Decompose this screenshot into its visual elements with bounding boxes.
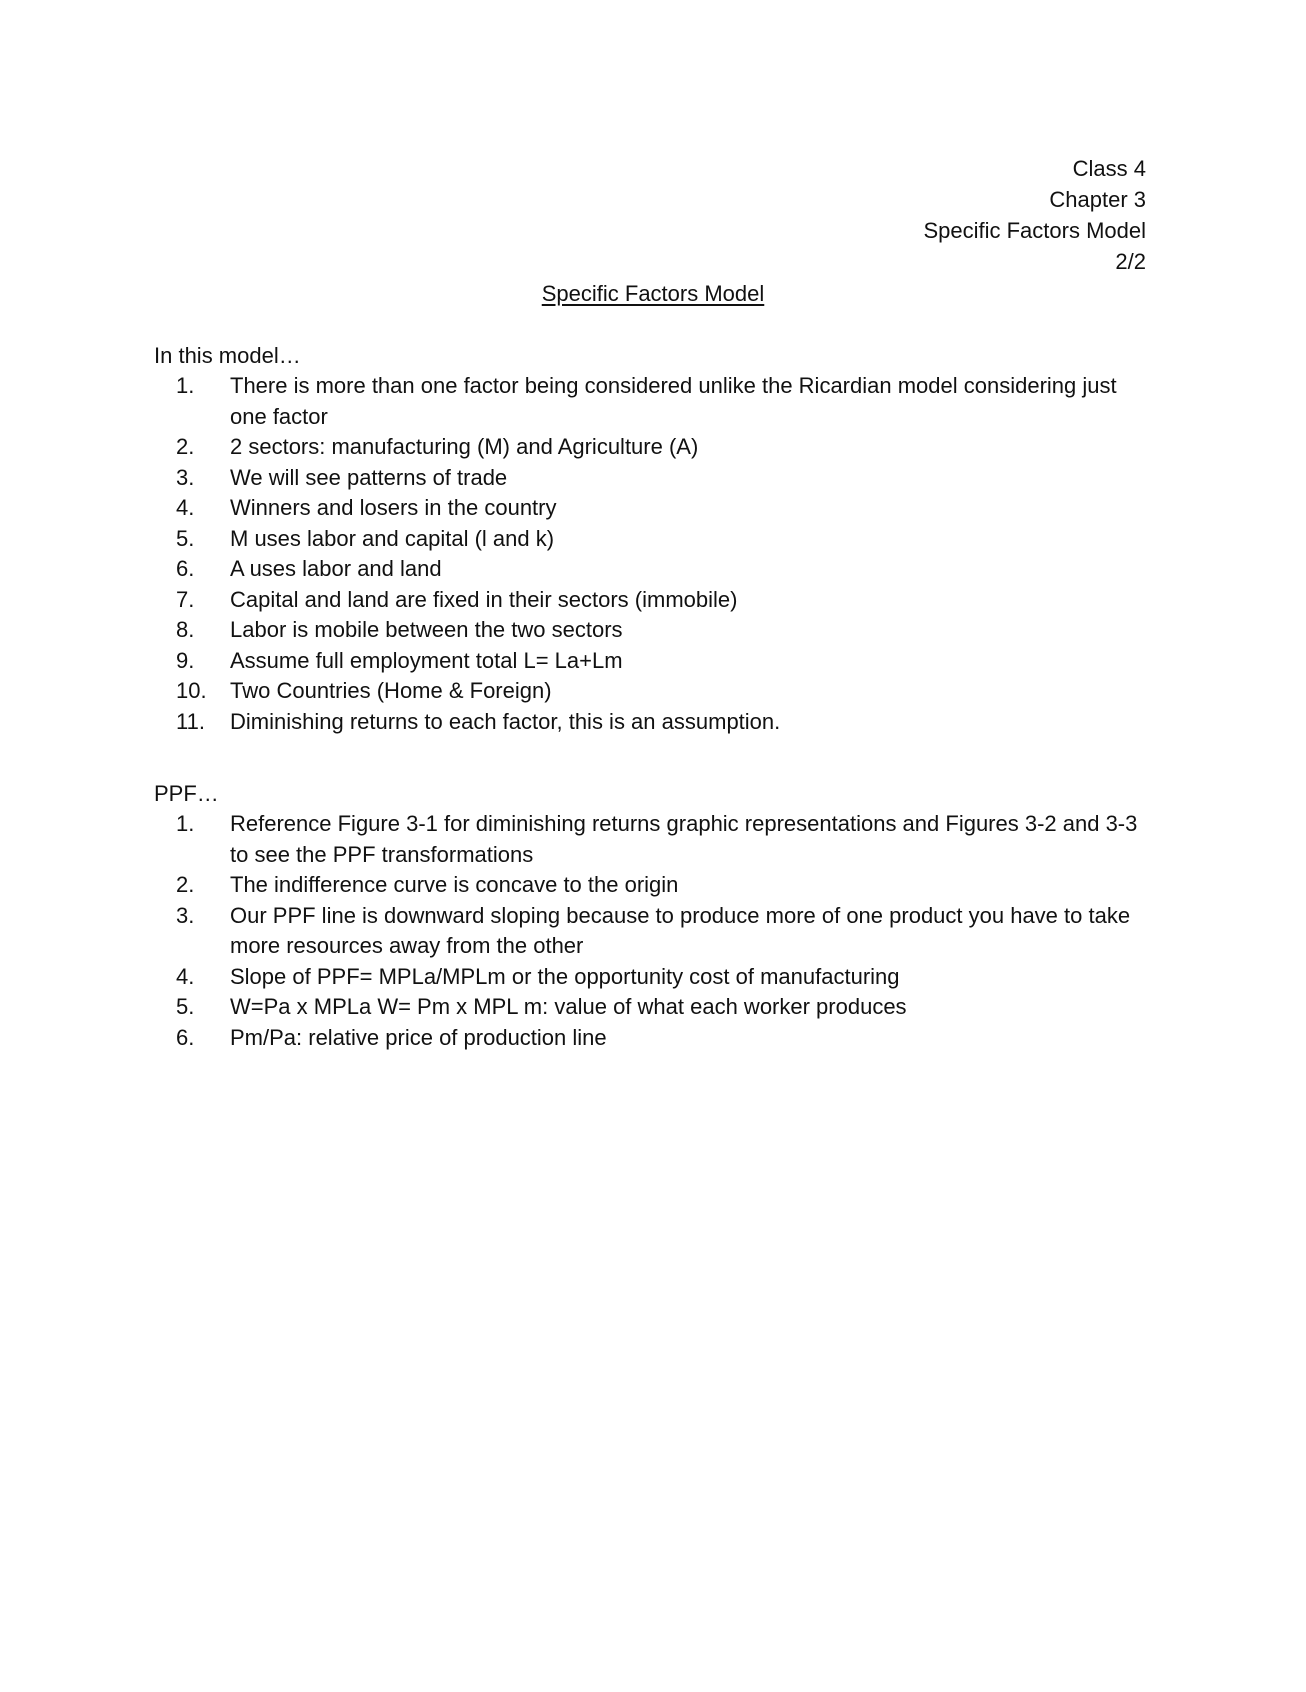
list-item-number: 9. [176, 647, 195, 673]
list-item [154, 962, 1144, 993]
ppf-section-intro: PPF… [154, 781, 219, 806]
list-item [154, 493, 1144, 524]
list-item [154, 615, 1144, 646]
list-item [154, 901, 1144, 962]
list-item-text: We will see patterns of trade [230, 464, 508, 490]
list-item-text: There is more than one factor being considered unlike the Ricardian model considering just one factor [230, 373, 1117, 429]
list-item-text: M uses labor and capital (l and k) [230, 525, 555, 551]
list-item [154, 707, 1144, 738]
document-title: Specific Factors Model [541, 281, 765, 306]
list-item-text: Winners and losers in the country [230, 495, 557, 520]
header-chapter: Chapter 3 [1049, 187, 1146, 212]
header-class: Class 4 [1072, 156, 1146, 181]
model-section [154, 340, 1144, 737]
list-item-number: 6. [176, 1024, 195, 1050]
list-item [154, 809, 1144, 870]
list-item-number: 11. [176, 708, 205, 734]
list-item [154, 585, 1144, 616]
list-item-text: Slope of PPF= MPLa/MPLm or the opportunity cost of manufacturing [230, 963, 900, 989]
list-item-number: 8. [176, 617, 195, 642]
list-item [154, 1023, 1144, 1054]
list-item-text: The indifference curve is concave to the origin [230, 872, 679, 897]
list-item-number: 6. [176, 556, 195, 581]
list-item [154, 524, 1144, 555]
list-item [154, 432, 1144, 463]
list-item-text: Assume full employment total L= La+Lm [230, 647, 623, 673]
ppf-section [154, 778, 1144, 1053]
list-item-text: Diminishing returns to each factor, this is an assumption. [230, 708, 781, 734]
list-item [154, 554, 1144, 585]
header-topic: Specific Factors Model [923, 218, 1146, 243]
model-section-intro: In this model… [154, 343, 301, 368]
list-item-text: Reference Figure 3-1 for diminishing returns graphic representations and Figures 3-2 and 3-3 to see the PPF transformations [230, 811, 1138, 867]
list-item [154, 463, 1144, 494]
ppf-list [154, 809, 1144, 1053]
list-item-number: 5. [176, 994, 195, 1019]
list-item-text: W=Pa x MPLa W= Pm x MPL m: value of what each worker produces [230, 994, 907, 1019]
list-item-text: Labor is mobile between the two sectors [230, 617, 623, 642]
list-item-number: 4. [176, 963, 195, 989]
list-item-text: Pm/Pa: relative price of production line [230, 1024, 607, 1050]
list-item-number: 2. [176, 434, 195, 459]
list-item-number: 3. [176, 902, 195, 928]
list-item-number: 1. [176, 811, 195, 836]
list-item-text: 2 sectors: manufacturing (M) and Agriculture (A) [230, 434, 699, 459]
list-item-number: 10. [176, 678, 207, 703]
header-page-number: 2/2 [1115, 249, 1146, 274]
list-item-number: 4. [176, 495, 195, 520]
list-item [154, 646, 1144, 677]
list-item-number: 2. [176, 872, 195, 897]
list-item-text: Two Countries (Home & Foreign) [230, 678, 552, 703]
list-item-text: Capital and land are fixed in their sectors (immobile) [230, 586, 738, 612]
header-block [923, 153, 1146, 277]
list-item-number: 7. [176, 586, 195, 612]
list-item-text: A uses labor and land [230, 556, 442, 581]
list-item [154, 870, 1144, 901]
model-list [154, 371, 1144, 737]
list-item [154, 992, 1144, 1023]
list-item-number: 1. [176, 373, 195, 398]
list-item-number: 5. [176, 525, 195, 551]
list-item-number: 3. [176, 464, 195, 490]
list-item-text: Our PPF line is downward sloping because to produce more of one product you have to take more resources away from the other [230, 902, 1131, 958]
list-item [154, 371, 1144, 432]
list-item [154, 676, 1144, 707]
